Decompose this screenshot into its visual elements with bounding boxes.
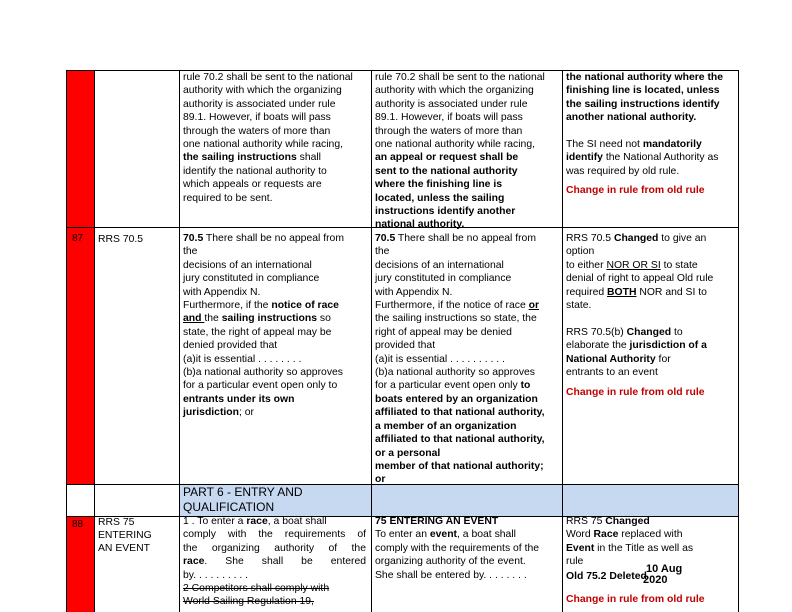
row-number: 88 [72, 519, 84, 530]
row86-rule-2017: rule 70.2 shall be sent to the national authority with which the organizing authority is associated under rule 89.1. However, if boats will pass through the waters of more than one national authority while racing, the sailing instructions shall identify the national authority to which appeals or requests are required to be sent. [183, 72, 353, 204]
row-number: 87 [72, 233, 84, 244]
row88-notes: RRS 75 Changed Word Race replaced with Event in the Title as well as rule Old 75.2 Deleted Change in rule from old rule [566, 516, 705, 606]
date-annotation: 10 Aug 2020 [643, 563, 683, 586]
red-marker-row-88 [67, 517, 94, 612]
red-marker-row-86 [67, 71, 94, 227]
row87-notes: RRS 70.5 Changed to give an option to either NOR OR SI to state denial of right to appeal Old rule required BOTH NOR and SI to state. RRS 70.5(b) Changed to elaborate the jurisdiction of a National Authority for entrants to an event Change in rule from old rule [566, 233, 714, 399]
rules-comparison-table [66, 70, 739, 612]
row87-rule-2021: 70.5 There shall be no appeal from the decisions of an international jury constituted in compliance with Appendix N. Furthermore, if the notice of race or the sailing instructions so state, the right of appeal may be denied provided that (a)it is essential . . . . . . . . . . (b)a national authority so approves for a particular event open only to boats entered by an organization affiliated to that national authority, a member of an organization affiliated to that national authority, or a personal member of that national authority; or [375, 233, 545, 486]
section-heading: PART 6 - ENTRY AND QUALIFICATION [183, 485, 303, 514]
row88-rule-2021: 75 ENTERING AN EVENT To enter an event, a boat shall comply with the requirements of the organizing authority of the event. She shall be entered by. . . . . . . . [375, 516, 540, 581]
row86-notes: the national authority where the finishing line is located, unless the sailing instructions identify another national authority. The SI need not mandatorily identify the National Authority as was required by old rule. Change in rule from old rule [566, 72, 724, 197]
change-note: Change in rule from old rule [566, 185, 705, 197]
rule-reference: RRS 70.5 [98, 234, 144, 245]
red-marker-row-87 [67, 228, 94, 484]
row86-rule-2021: rule 70.2 shall be sent to the national authority with which the organizing authority is associated under rule 89.1. However, if boats will pass through the waters of more than one national authority while racing, an appeal or request shall be sent to the national authority where the finishing line is located, unless the sailing instructions identify another national authority. [375, 72, 545, 231]
change-note: Change in rule from old rule [566, 594, 705, 606]
change-note: Change in rule from old rule [566, 387, 705, 399]
rule-reference: RRS 75 ENTERING AN EVENT [98, 517, 152, 554]
row87-rule-2017: 70.5 There shall be no appeal from the decisions of an international jury constituted in compliance with Appendix N. Furthermore, if the notice of race and the sailing instructions so state, the right of appeal may be denied provided that (a)it is essential . . . . . . . . (b)a national authority so approves for a particular event open only to entrants under its own jurisdiction; or [183, 233, 344, 419]
row88-rule-2017: 1 . To enter a race, a boat shall comply with the requirements of the organizing authority of the race. She shall be entered by. . . . . . . . . . 2 Competitors shall comply with World Sailing Regulation 19, [183, 516, 366, 608]
